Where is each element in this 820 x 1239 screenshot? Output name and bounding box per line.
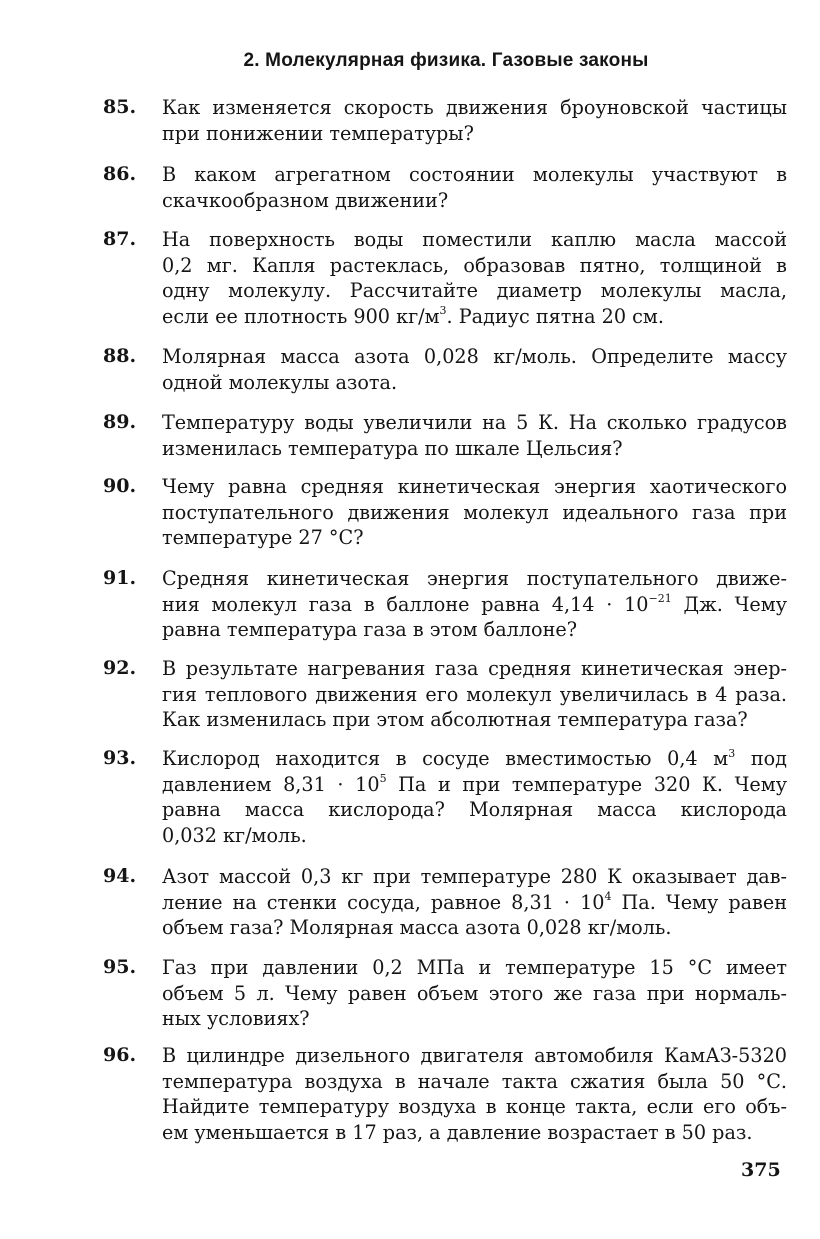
superscript: 3 bbox=[728, 746, 736, 760]
problem-number: 88. bbox=[103, 345, 137, 367]
text-line: Температуру воды увеличили на 5 К. На сколько градусов bbox=[162, 411, 787, 434]
text-line: скачкообразном движении? bbox=[162, 188, 449, 212]
text-line: равна температура газа в этом баллоне? bbox=[162, 618, 578, 641]
text-fragment: Кислород находится в сосуде вместимостью 0,4 м bbox=[162, 747, 729, 770]
problem-text bbox=[162, 864, 787, 941]
page-number: 375 bbox=[741, 1159, 781, 1181]
text-fragment: . Радиус пятна 20 см. bbox=[446, 304, 664, 328]
problem-text bbox=[162, 656, 787, 733]
text-line: одну молекулу. Рассчитайте диаметр молекулы масла, bbox=[162, 279, 787, 302]
problem-text bbox=[162, 227, 787, 329]
text-fragment: Па и при температуре 320 К. Чему bbox=[386, 772, 787, 796]
text-line: гия теплового движения его молекул увеличилась в 4 раза. bbox=[162, 682, 787, 706]
problem-number: 87. bbox=[103, 228, 137, 250]
text-fragment: ление на стенки сосуда, равное 8,31 · 10 bbox=[162, 890, 605, 914]
text-line: объем 5 л. Чему равен объем этого же газа при нормаль- bbox=[162, 981, 787, 1005]
text-line bbox=[162, 746, 787, 772]
problem-text bbox=[162, 344, 787, 395]
text-line: 0,2 мг. Капля растеклась, образовав пятно, толщиной в bbox=[162, 253, 787, 277]
problem-text bbox=[162, 1043, 787, 1145]
text-line bbox=[162, 890, 787, 916]
problem-text bbox=[162, 410, 787, 461]
problem-text bbox=[162, 162, 787, 213]
text-line: 0,032 кг/моль. bbox=[162, 823, 307, 847]
text-line: Чему равна средняя кинетическая энергия хаотического bbox=[162, 475, 787, 498]
superscript: 5 bbox=[379, 772, 387, 786]
problem-text bbox=[162, 955, 787, 1032]
text-line: одной молекулы азота. bbox=[162, 370, 398, 394]
text-line: В результате нагревания газа средняя кинетическая энер- bbox=[162, 657, 787, 680]
problem-number: 92. bbox=[103, 657, 137, 679]
problem-number: 94. bbox=[103, 865, 137, 887]
text-fragment: если ее плотность 900 кг/м bbox=[162, 304, 440, 328]
text-fragment: под bbox=[735, 747, 787, 770]
problem-number: 89. bbox=[103, 411, 137, 433]
text-line: ных условиях? bbox=[162, 1007, 310, 1030]
text-line: объем газа? Молярная масса азота 0,028 кг/моль. bbox=[162, 916, 672, 939]
problem-text bbox=[162, 95, 787, 146]
text-fragment: давлением 8,31 · 10 bbox=[162, 772, 380, 796]
text-line: температуре 27 °С? bbox=[162, 526, 364, 549]
superscript: 4 bbox=[604, 890, 612, 904]
problem-number: 85. bbox=[103, 96, 137, 118]
text-line: Азот массой 0,3 кг при температуре 280 К оказывает дав- bbox=[162, 865, 787, 888]
superscript: −21 bbox=[648, 592, 672, 606]
problem-text bbox=[162, 746, 787, 848]
text-line: температура воздуха в начале такта сжатия была 50 °С. bbox=[162, 1069, 787, 1093]
text-line bbox=[162, 592, 787, 618]
text-line bbox=[162, 772, 787, 798]
text-line: ем уменьшается в 17 раз, а давление возрастает в 50 раз. bbox=[162, 1120, 753, 1144]
text-line: Молярная масса азота 0,028 кг/моль. Определите массу bbox=[162, 345, 787, 368]
text-line: Как изменяется скорость движения броуновской частицы bbox=[162, 96, 787, 119]
problem-text bbox=[162, 566, 787, 643]
problem-number: 90. bbox=[103, 475, 137, 497]
text-line: Средняя кинетическая энергия поступательного движе- bbox=[162, 567, 787, 590]
text-line: при понижении температуры? bbox=[162, 121, 474, 145]
text-fragment: ния молекул газа в баллоне равна 4,14 · 10 bbox=[162, 592, 649, 616]
text-line: изменилась температура по шкале Цельсия? bbox=[162, 436, 623, 460]
text-line: Найдите температуру воздуха в конце такта, если его объ- bbox=[162, 1095, 787, 1118]
problem-text bbox=[162, 474, 787, 551]
text-line: В каком агрегатном состоянии молекулы участвуют в bbox=[162, 163, 787, 186]
text-line: Газ при давлении 0,2 МПа и температуре 15 °С имеет bbox=[162, 956, 787, 979]
text-line bbox=[162, 304, 787, 330]
problem-number: 95. bbox=[103, 956, 137, 978]
problem-number: 96. bbox=[103, 1044, 137, 1066]
problem-number: 93. bbox=[103, 747, 137, 769]
text-fragment: Дж. Чему bbox=[671, 592, 787, 616]
text-line: В цилиндре дизельного двигателя автомобиля КамАЗ-5320 bbox=[162, 1044, 787, 1067]
section-title: 2. Молекулярная физика. Газовые законы bbox=[243, 50, 649, 71]
problem-number: 91. bbox=[103, 567, 137, 589]
text-line: поступательного движения молекул идеального газа при bbox=[162, 500, 787, 524]
superscript: 3 bbox=[439, 304, 447, 318]
text-line: равна масса кислорода? Молярная масса кислорода bbox=[162, 798, 787, 821]
text-line: На поверхность воды поместили каплю масла массой bbox=[162, 228, 787, 251]
text-fragment: Па. Чему равен bbox=[611, 890, 787, 914]
problem-number: 86. bbox=[103, 163, 137, 185]
text-line: Как изменилась при этом абсолютная температура газа? bbox=[162, 708, 748, 731]
